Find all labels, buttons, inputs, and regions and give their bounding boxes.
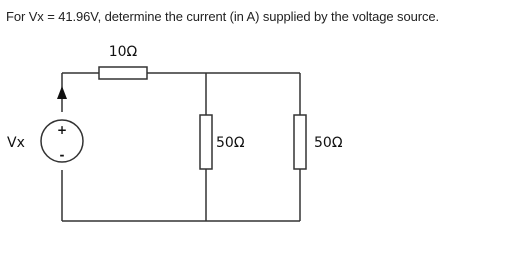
resistor-right-label: 50Ω: [314, 135, 343, 151]
resistor-series-label: 10Ω: [108, 44, 138, 60]
question-text: For Vx = 41.96V, determine the current (in A) supplied by the voltage source.: [6, 9, 439, 24]
current-arrow-icon: [57, 86, 67, 99]
resistor-middle-label: 50Ω: [216, 135, 245, 151]
source-plus-sign: +: [56, 123, 68, 137]
resistor-right: [294, 115, 306, 169]
source-minus-sign: -: [59, 148, 65, 162]
resistor-middle: [200, 115, 212, 169]
source-label: Vx: [7, 135, 25, 151]
resistor-series: [99, 67, 147, 79]
